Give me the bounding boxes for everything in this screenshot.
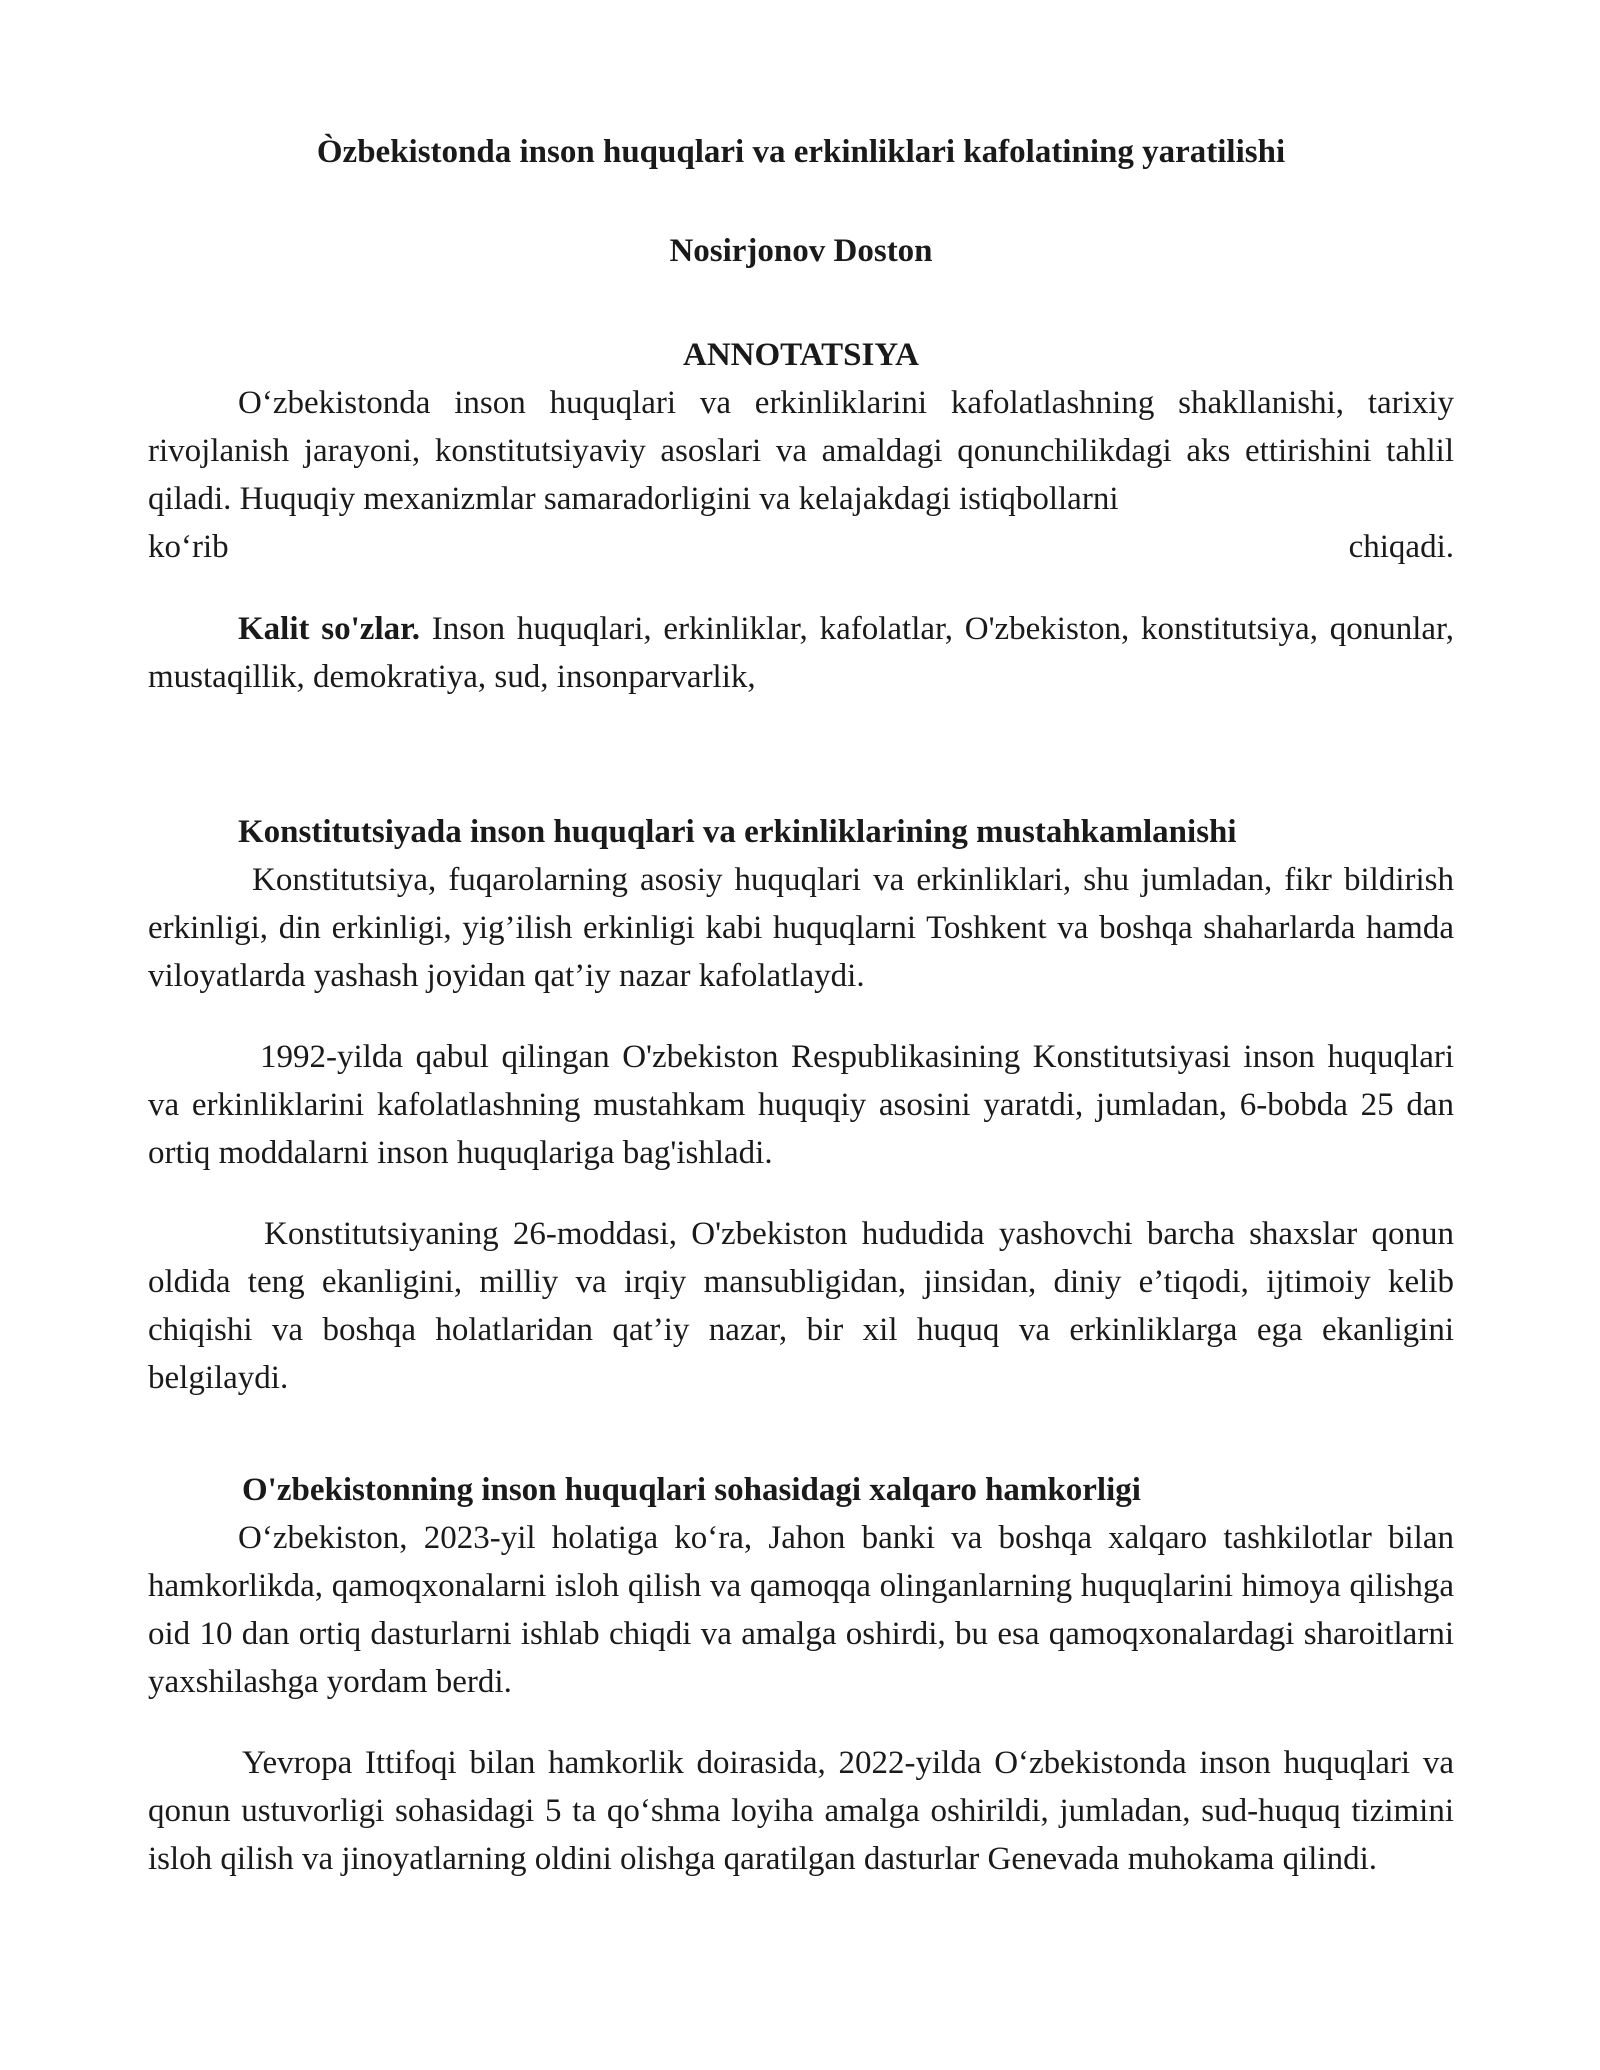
paragraph-article-26: Konstitutsiyaning 26-moddasi, O'zbekiston hududida yashovchi barcha shaxslar qonun oldida teng ekanligini, milliy va irqiy mansubligidan, jinsidan, diniy e’tiqodi, ijtimoiy kelib chiqishi va boshqa holatlaridan qat’iy nazar, bir xil huquq va erkinliklarga ega ekanligini belgilaydi.	[148, 1216, 1454, 1396]
keywords-text: Inson huquqlari, erkinliklar, kafolatlar, O'zbekiston, konstitutsiya, qonunlar, mustaqillik, demokratiya, sud, insonparvarlik,	[148, 611, 1454, 695]
keywords-paragraph	[148, 605, 1454, 701]
paragraph-world-bank: O‘zbekiston, 2023-yil holatiga ko‘ra, Jahon banki va boshqa xalqaro tashkilotlar bilan hamkorlikda, qamoqxonalarni isloh qilish va qamoqqa olinganlarning huquqlarini himoya qilishga oid 10 dan ortiq dasturlarni ishlab chiqdi va amalga oshirdi, bu esa qamoqxonalardagi sharoitlarni yaxshilashga yordam berdi.	[148, 1520, 1454, 1700]
paragraph-constitution-1992: 1992-yilda qabul qilingan O'zbekiston Respublikasining Konstitutsiyasi inson huquqlari va erkinliklarini kafolatlashning mustahkam huquqiy asosini yaratdi, jumladan, 6-bobda 25 dan ortiq moddalarni inson huquqlariga bag'ishladi.	[148, 1039, 1454, 1171]
section-heading-cooperation: O'zbekistonning inson huquqlari sohasidagi xalqaro hamkorligi	[242, 1472, 1141, 1508]
keywords-label: Kalit so'zlar.	[238, 611, 420, 647]
annotation-text: O‘zbekistonda inson huquqlari va erkinliklarini kafolatlashning shakllanishi, tarixiy rivojlanish jarayoni, konstitutsiyaviy asoslari va amaldagi qonunchilikdagi aks ettirishini tahlil qiladi. Huquqiy mexanizmlar samaradorligini va kelajakdagi istiqbollarni	[148, 385, 1454, 517]
paragraph-constitution-rights: Konstitutsiya, fuqarolarning asosiy huquqlari va erkinliklari, shu jumladan, fikr bildirish erkinligi, din erkinligi, yig’ilish erkinligi kabi huquqlarni Toshkent va boshqa shaharlarda hamda viloyatlarda yashash joyidan qat’iy nazar kafolatlaydi.	[148, 862, 1454, 994]
paragraph-european-union: Yevropa Ittifoqi bilan hamkorlik doirasida, 2022-yilda O‘zbekistonda inson huquqlari va qonun ustuvorligi sohasidagi 5 ta qo‘shma loyiha amalga oshirildi, jumladan, sud-huquq tizimini isloh qilish va jinoyatlarning oldini olishga qaratilgan dasturlar Genevada muhokama qilindi.	[148, 1745, 1454, 1877]
annotation-heading: ANNOTATSIYA	[683, 337, 919, 373]
document-title: Òzbekistonda inson huquqlari va erkinliklari kafolatining yaratilishi	[316, 134, 1286, 170]
author-name: Nosirjonov Doston	[669, 233, 933, 269]
section-heading-constitution: Konstitutsiyada inson huquqlari va erkinliklarining mustahkamlanishi	[238, 814, 1237, 850]
annotation-text-last-line: ko‘rib chiqadi.	[148, 529, 1454, 565]
